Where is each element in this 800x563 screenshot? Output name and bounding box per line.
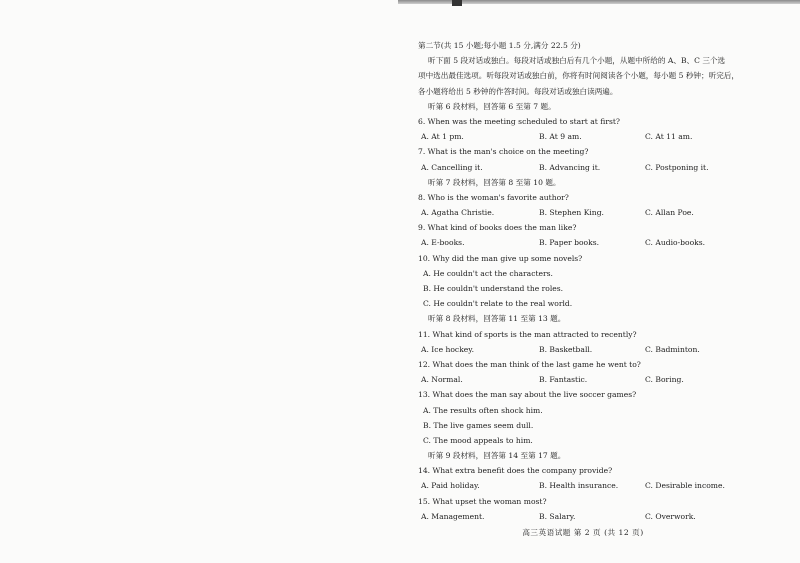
page-footer: 高三英语试题 第 2 页 (共 12 页) [522,528,644,537]
question-stem: 6. When was the meeting scheduled to start at first? [418,116,620,126]
option-row [418,478,748,493]
answer-option: C. Desirable income. [645,481,725,491]
option-row [418,235,748,250]
option-row [418,509,748,524]
question-stem: 9. What kind of books does the man like? [418,223,577,233]
answer-option: A. Paid holiday. [421,481,480,491]
option-row [418,342,748,357]
question-list [418,99,748,524]
answer-option: A. Agatha Christie. [421,208,495,218]
answer-option: C. Postponing it. [645,162,709,172]
answer-option: A. E-books. [421,238,465,248]
answer-option: C. At 11 am. [645,132,693,142]
answer-option: B. Fantastic. [539,375,588,385]
answer-option: A. Normal. [421,375,463,385]
question-stem: 7. What is the man's choice on the meeting? [418,147,589,157]
answer-option: B. Basketball. [539,344,593,354]
material-label: 听第 8 段材料，回答第 11 至第 13 题。 [428,314,566,324]
answer-option: B. Paper books. [539,238,600,248]
question-stem: 8. Who is the woman's favorite author? [418,192,569,202]
answer-option: A. At 1 pm. [421,132,464,142]
exam-page [418,38,748,540]
answer-option: A. Cancelling it. [421,162,483,172]
question-stem: 14. What extra benefit does the company provide? [418,466,613,476]
answer-option: B. The live games seem dull. [423,420,534,430]
option-row [418,129,748,144]
question-stem: 11. What kind of sports is the man attracted to recently? [418,329,637,339]
question-stem: 10. Why did the man give up some novels? [418,253,583,263]
option-row [418,205,748,220]
answer-option: C. Overwork. [645,511,696,521]
material-label: 听第 9 段材料，回答第 14 至第 17 题。 [428,451,566,461]
material-label: 听第 7 段材料，回答第 8 至第 10 题。 [428,177,561,187]
question-stem: 13. What does the man say about the live soccer games? [418,390,637,400]
question-stem: 15. What upset the woman most? [418,496,547,506]
answer-option: B. Advancing it. [539,162,601,172]
answer-option: A. The results often shock him. [423,405,543,415]
answer-option: B. Salary. [539,511,576,521]
option-row [418,160,748,175]
answer-option: C. The mood appeals to him. [423,435,533,445]
section-heading: 第二节(共 15 小题;每小题 1.5 分,满分 22.5 分) [418,41,581,50]
instruction-line: 项中选出最佳选项。听每段对话或独白前，你将有时间阅读各个小题，每小题 5 秒钟；听完后， [418,71,739,81]
instruction-line: 各小题将给出 5 秒钟的作答时间。每段对话或独白读两遍。 [418,86,618,96]
answer-option: B. At 9 am. [539,132,582,142]
answer-option: C. Badminton. [645,344,700,354]
answer-option: A. He couldn't act the characters. [423,268,553,278]
scan-mark [452,0,462,6]
answer-option: B. He couldn't understand the roles. [423,284,564,293]
answer-option: B. Stephen King. [539,208,604,218]
answer-option: C. Boring. [645,375,684,385]
answer-option: C. Audio-books. [645,238,706,248]
answer-option: A. Management. [421,511,485,521]
answer-option: C. He couldn't relate to the real world. [423,299,573,309]
option-row [418,372,748,387]
question-stem: 12. What does the man think of the last game he went to? [418,359,641,369]
answer-option: B. Health insurance. [539,481,619,491]
answer-option: C. Allan Poe. [645,208,694,218]
material-label: 听第 6 段材料，回答第 6 至第 7 题。 [428,101,556,111]
answer-option: A. Ice hockey. [421,344,474,354]
instruction-line: 听下面 5 段对话或独白。每段对话或独白后有几个小题，从题中所给的 A、B、C 三个选 [428,56,726,66]
